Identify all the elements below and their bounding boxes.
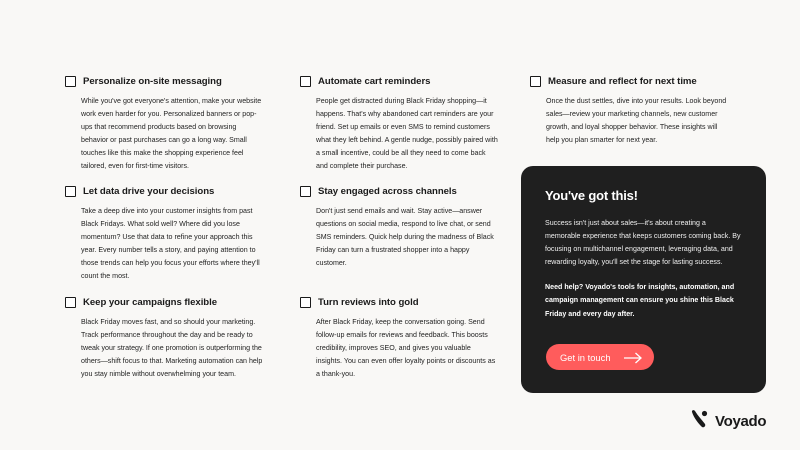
checkbox-icon[interactable] <box>300 297 311 308</box>
item-title: Keep your campaigns flexible <box>83 296 218 308</box>
checklist-item-personalize <box>65 74 265 174</box>
checkbox-icon[interactable] <box>65 76 76 87</box>
voyado-logo-icon <box>689 409 709 434</box>
checklist-item-data <box>65 184 265 284</box>
item-title: Stay engaged across channels <box>318 185 457 197</box>
checkbox-icon[interactable] <box>300 76 311 87</box>
item-description: Don't just send emails and wait. Stay active—answer questions on social media, respond to live chat, or send SMS reminders. Quick help during the madness of Black Friday can turn a frustrated shopper into a happy customer. <box>316 207 494 268</box>
checkbox-icon[interactable] <box>65 186 76 197</box>
item-description: After Black Friday, keep the conversation going. Send follow-up emails for reviews and feedback. This boosts credibility, improves SEO, and gives you valuable insights. You can even offer loyalty points or discounts as a thank-you. <box>316 318 496 379</box>
arrow-right-icon <box>623 351 643 369</box>
item-description: Black Friday moves fast, and so should your marketing. Track performance throughout the day and be ready to tweak your strategy. If one promotion is outperforming the others—shift focus to that. Marketing automation can help you stay nimble without overwhelming your team. <box>81 318 263 379</box>
item-title: Let data drive your decisions <box>83 185 215 197</box>
checkbox-icon[interactable] <box>65 297 76 308</box>
checkbox-icon[interactable] <box>530 76 541 87</box>
checklist-item-flexible <box>65 295 265 381</box>
card-body: Success isn't just about sales—it's about creating a memorable experience that keeps customers coming back. By focusing on multichannel engagement, leveraging data, and rewarding loyalty, you'll set the stage for lasting success. <box>545 219 741 267</box>
brand-name: Voyado <box>715 413 767 430</box>
voyado-logo <box>689 409 766 434</box>
item-title: Measure and reflect for next time <box>548 75 697 87</box>
item-title: Turn reviews into gold <box>318 296 419 308</box>
checklist-item-cart <box>300 74 500 174</box>
get-in-touch-label: Get in touch <box>560 351 611 363</box>
card-title: You've got this! <box>545 188 638 203</box>
item-title: Automate cart reminders <box>318 75 431 87</box>
checklist-item-reviews <box>300 295 500 381</box>
encouragement-card <box>521 166 766 393</box>
checklist-item-measure <box>530 74 730 147</box>
checklist-item-engaged <box>300 184 500 270</box>
item-title: Personalize on-site messaging <box>83 75 222 87</box>
item-description: People get distracted during Black Friday shopping—it happens. That's why abandoned cart reminders are your friend. Set up emails or even SMS to remind customers what they left behind. A gentle nudge, possibly paired with a small incentive, could be all they need to come back and complete their purchase. <box>316 97 498 171</box>
item-description: Take a deep dive into your customer insights from past Black Fridays. What sold well? Where did you lose momentum? Use that data to refine your approach this year. Every number tells a story, and paying attention to those trends can help you focus your efforts where they'll count the most. <box>81 207 260 281</box>
item-description: Once the dust settles, dive into your results. Look beyond sales—review your marketing channels, new customer growth, and loyal shopper behavior. These insights will help you plan smarter for next year. <box>546 97 727 145</box>
card-help-text: Need help? Voyado's tools for insights, automation, and campaign management can ensure you shine this Black Friday and every day after. <box>545 283 735 318</box>
checkbox-icon[interactable] <box>300 186 311 197</box>
item-description: While you've got everyone's attention, make your website work even harder for you. Personalized banners or pop-ups that recommend products based on browsing behavior or past purchases can go a long way. Small touches like this make the shopping experience feel tailored, even for first-time visitors. <box>81 97 262 171</box>
get-in-touch-button[interactable] <box>546 344 654 370</box>
